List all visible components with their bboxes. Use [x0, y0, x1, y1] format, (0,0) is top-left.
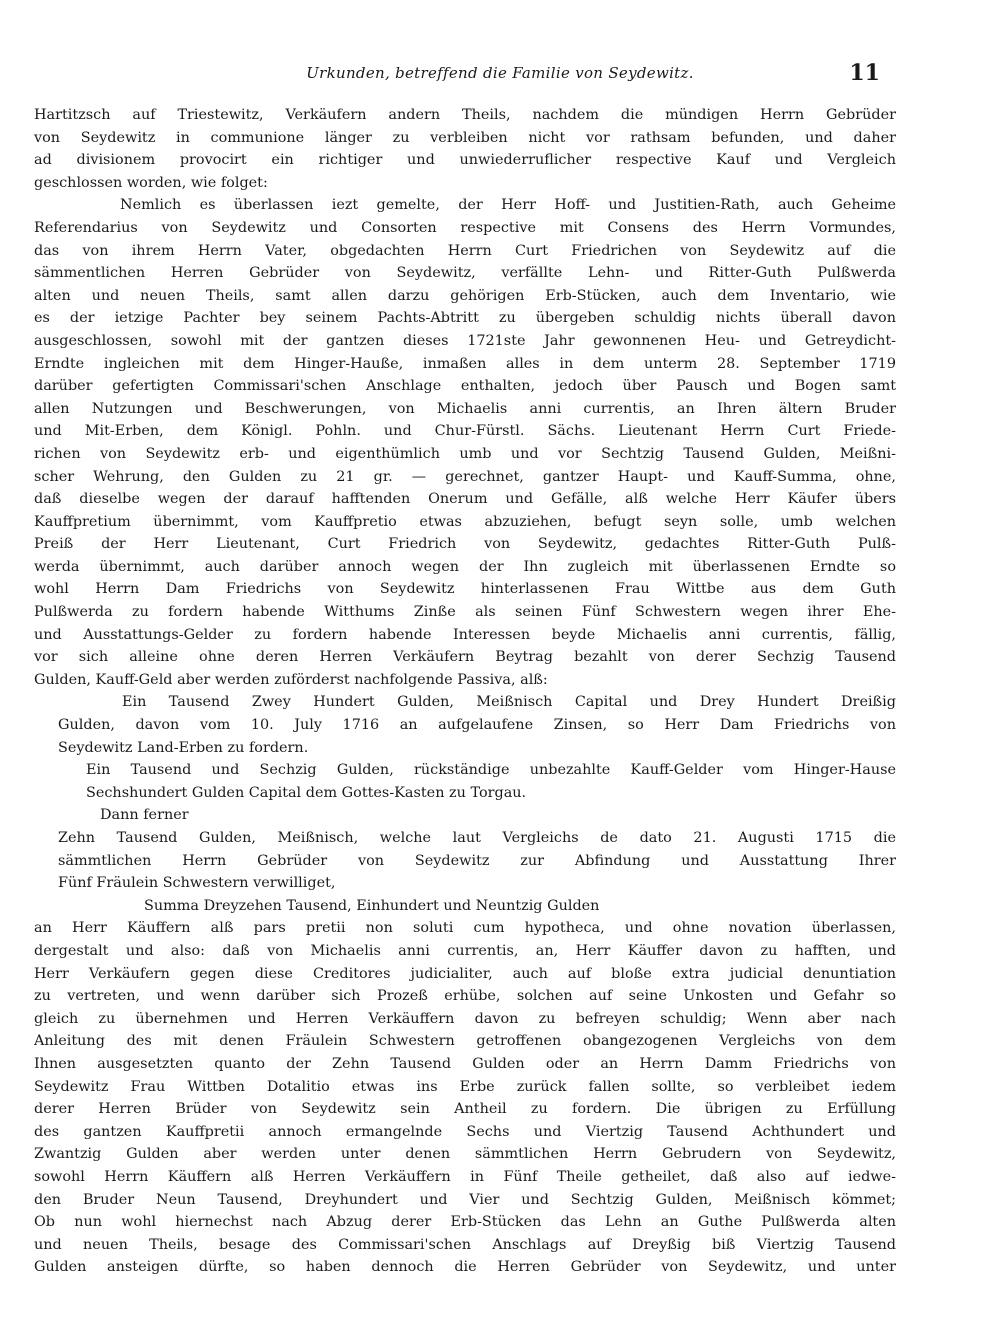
- text-line: den Bruder Neun Tausend, Dreyhundert und Vier und Sechtzig Gulden, Meißnisch kömmet;: [34, 1191, 896, 1208]
- text-line: geschlossen worden, wie folget:: [34, 174, 268, 191]
- text-line: allen Nutzungen und Beschwerungen, von Michaelis anni currentis, an Ihren ältern Bruder: [34, 400, 896, 417]
- text-line: an Herr Käuffern alß pars pretii non soluti cum hypotheca, und ohne novation überlassen,: [34, 920, 896, 937]
- list-item: sämmtlichen Herrn Gebrüder von Seydewitz zur Abfindung und Ausstattung Ihrer: [58, 852, 896, 869]
- text-line: Erndte ingleichen mit dem Hinger-Hauße, inmaßen alles in dem unterm 28. September 1719: [34, 355, 896, 372]
- text-line: Preiß der Herr Lieutenant, Curt Friedrich von Seydewitz, gedachtes Ritter-Guth Pulß-: [34, 536, 896, 553]
- text-line: derer Herren Brüder von Seydewitz sein Antheil zu fordern. Die übrigen zu Erfüllung: [34, 1101, 896, 1118]
- text-line: Anleitung des mit denen Fräulein Schwestern getroffenen obangezogenen Vergleichs von dem: [34, 1033, 896, 1050]
- sum-line: Summa Dreyzehen Tausend, Einhundert und Neuntzig Gulden: [144, 897, 600, 914]
- text-line: Dann ferner: [100, 807, 189, 824]
- text-line: Nemlich es überlassen iezt gemelte, der Herr Hoff- und Justitien-Rath, auch Geheime: [120, 197, 896, 214]
- list-item: Fünf Fräulein Schwestern verwilliget,: [58, 875, 336, 892]
- text-line: dergestalt und also: daß von Michaelis anni currentis, an, Herr Käuffer davon zu hafften, und: [34, 942, 896, 959]
- list-item: Zehn Tausend Gulden, Meißnisch, welche laut Vergleichs de dato 21. Augusti 1715 die: [58, 830, 896, 846]
- page-number: 11: [849, 60, 880, 86]
- text-line: Ihnen ausgesetzten quanto der Zehn Tausend Gulden oder an Herrn Damm Friedrichs von: [34, 1055, 896, 1072]
- running-title: Urkunden, betreffend die Familie von Seydewitz.: [306, 64, 694, 82]
- text-line: darüber gefertigten Commissari'schen Anschlage enthalten, jedoch über Pausch und Bogen samt: [34, 378, 896, 395]
- text-line: Ob nun wohl hiernechst nach Abzug derer Erb-Stücken das Lehn an Guthe Pulßwerda alten: [34, 1214, 896, 1231]
- text-line: sowohl Herrn Käuffern alß Herren Verkäuffern in Fünf Theile getheilet, daß also auf iedwe-: [34, 1168, 896, 1185]
- text-line: Hartitzsch auf Triestewitz, Verkäufern andern Theils, nachdem die mündigen Herrn Gebrüder: [34, 107, 896, 123]
- text-line: Zwantzig Gulden aber werden unter denen sämmtlichen Herrn Gebrudern von Seydewitz,: [34, 1146, 896, 1163]
- list-item: Sechshundert Gulden Capital dem Gottes-Kasten zu Torgau.: [86, 784, 527, 801]
- text-line: und Mit-Erben, dem Königl. Pohln. und Chur-Fürstl. Sächs. Lieutenant Herrn Curt Friede-: [34, 423, 896, 440]
- text-line: das von ihrem Herrn Vater, obgedachten Herrn Curt Friedrichen von Seydewitz auf die: [34, 242, 896, 259]
- text-line: Gulden ansteigen dürfte, so haben dennoch die Herren Gebrüder von Seydewitz, und unter: [34, 1259, 896, 1276]
- text-line: Gulden, Kauff-Geld aber werden zuförderst nachfolgende Passiva, alß:: [34, 671, 548, 688]
- text-line: vor sich alleine ohne deren Herren Verkäufern Beytrag bezahlt von derer Sechzig Tausend: [34, 649, 896, 666]
- text-line: daß dieselbe wegen der darauf hafftenden Onerum und Gefälle, alß welche Herr Käufer übers: [34, 491, 896, 508]
- text-line: Herr Verkäufern gegen diese Creditores judicialiter, auch auf bloße extra judicial denuntiation: [34, 965, 896, 982]
- list-item: Gulden, davon vom 10. July 1716 an aufgelaufene Zinsen, so Herr Dam Friedrichs von: [58, 717, 896, 734]
- text-line: Kauffpretium übernimmt, vom Kauffpretio etwas abzuziehen, befugt seyn solle, umb welchen: [34, 513, 896, 530]
- text-line: scher Wehrung, den Gulden zu 21 gr. — gerechnet, gantzer Haupt- und Kauff-Summa, ohne,: [34, 468, 896, 485]
- text-line: es der ietzige Pachter bey seinem Pachts-Abtritt zu übergeben schuldig nichts überall davon: [34, 310, 896, 327]
- text-line: alten und neuen Theils, samt allen darzu gehörigen Erb-Stücken, auch dem Inventario, wie: [34, 287, 896, 304]
- text-line: sämmentlichen Herren Gebrüder von Seydewitz, verfällte Lehn- und Ritter-Guth Pulßwerda: [34, 265, 896, 282]
- text-line: zu vertreten, und wenn darüber sich Prozeß erhübe, solchen auf seine Unkosten und Gefahr so: [34, 988, 896, 1005]
- body-text: [34, 104, 896, 1279]
- text-line: von Seydewitz in communione länger zu verbleiben nicht vor rathsam befunden, und daher: [34, 129, 896, 146]
- text-line: gleich zu übernehmen und Herren Verkäuffern davon zu befreyen schuldig; Wenn aber nach: [34, 1010, 896, 1027]
- text-line: des gantzen Kauffpretii annoch ermangelnde Sechs und Viertzig Tausend Achthundert und: [34, 1123, 896, 1140]
- text-line: Pulßwerda zu fordern habende Witthums Zinße als seinen Fünf Schwestern wegen ihrer Ehe-: [34, 604, 896, 621]
- text-line: wohl Herrn Dam Friedrichs von Seydewitz hinterlassenen Frau Wittbe aus dem Guth: [34, 581, 896, 598]
- text-line: richen von Seydewitz erb- und eigenthümlich umb und vor Sechtzig Tausend Gulden, Meißni-: [34, 445, 896, 462]
- list-item: Ein Tausend Zwey Hundert Gulden, Meißnisch Capital und Drey Hundert Dreißig: [122, 694, 896, 711]
- text-line: Referendarius von Seydewitz und Consorten respective mit Consens des Herrn Vormundes,: [34, 219, 896, 236]
- list-item: Seydewitz Land-Erben zu fordern.: [58, 739, 309, 756]
- text-line: ausgeschlossen, sowohl mit der gantzen dieses 1721ste Jahr gewonnenen Heu- und Getreydicht-: [34, 332, 896, 349]
- text-line: Seydewitz Frau Wittben Dotalitio etwas ins Erbe zurück fallen sollte, so verbleibet iedem: [34, 1078, 896, 1095]
- text-line: werda übernimmt, auch darüber annoch wegen der Ihn zugleich mit überlassenen Erndte so: [34, 558, 896, 575]
- text-line: ad divisionem provocirt ein richtiger und unwiederruflicher respective Kauf und Vergleich: [34, 152, 896, 169]
- text-line: und neuen Theils, besage des Commissari'schen Anschlags auf Dreyßig biß Viertzig Tausend: [34, 1236, 896, 1253]
- text-line: und Ausstattungs-Gelder zu fordern habende Interessen beyde Michaelis anni currentis, fällig,: [34, 626, 896, 643]
- list-item: Ein Tausend und Sechzig Gulden, rückständige unbezahlte Kauff-Gelder vom Hinger-Hause: [86, 762, 896, 779]
